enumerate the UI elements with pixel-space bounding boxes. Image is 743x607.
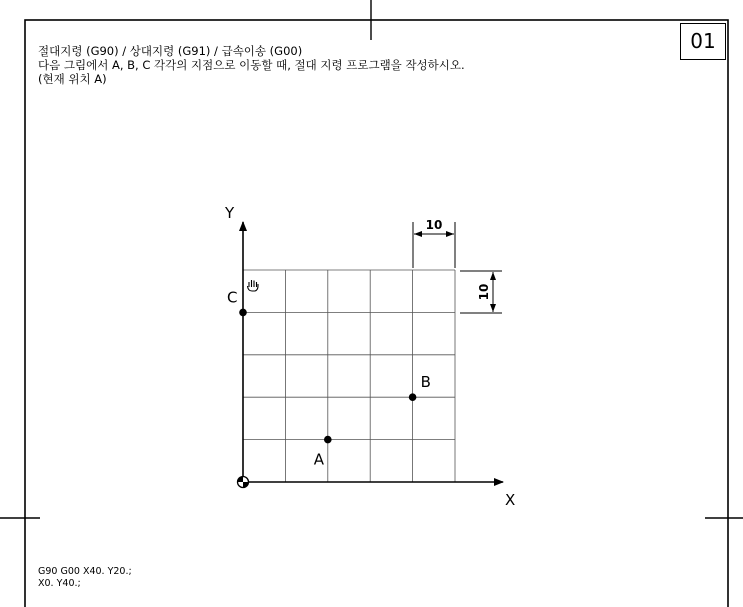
points (227, 288, 431, 468)
point-label-a: A (313, 450, 325, 469)
program-line-1: G90 G00 X40. Y20.; (38, 566, 132, 577)
problem-title: 절대지령 (G90) / 상대지령 (G91) / 급속이송 (G00) (38, 44, 303, 58)
x-axis-label: X (505, 491, 516, 509)
y-axis-label: Y (225, 204, 235, 222)
program-line-2: X0. Y40.; (38, 578, 81, 589)
point-b (409, 393, 417, 401)
current-position-note: (현재 위치 A) (38, 72, 107, 86)
point-label-c: C (227, 288, 238, 307)
dimension-vertical (460, 271, 502, 313)
point-label-b: B (420, 373, 431, 392)
point-c (239, 309, 247, 317)
point-a (324, 436, 332, 444)
origin-symbol (238, 477, 249, 488)
hand-cursor-icon (248, 280, 259, 291)
dimension-label-vertical: 10 (477, 283, 491, 301)
problem-instruction: 다음 그림에서 A, B, C 각각의 지점으로 이동할 때, 절대 지령 프로그램을 작성하시오. (38, 58, 465, 72)
dimension-label-horizontal: 10 (425, 218, 443, 232)
dimension-horizontal (413, 218, 455, 268)
page-number: 01 (690, 29, 716, 53)
